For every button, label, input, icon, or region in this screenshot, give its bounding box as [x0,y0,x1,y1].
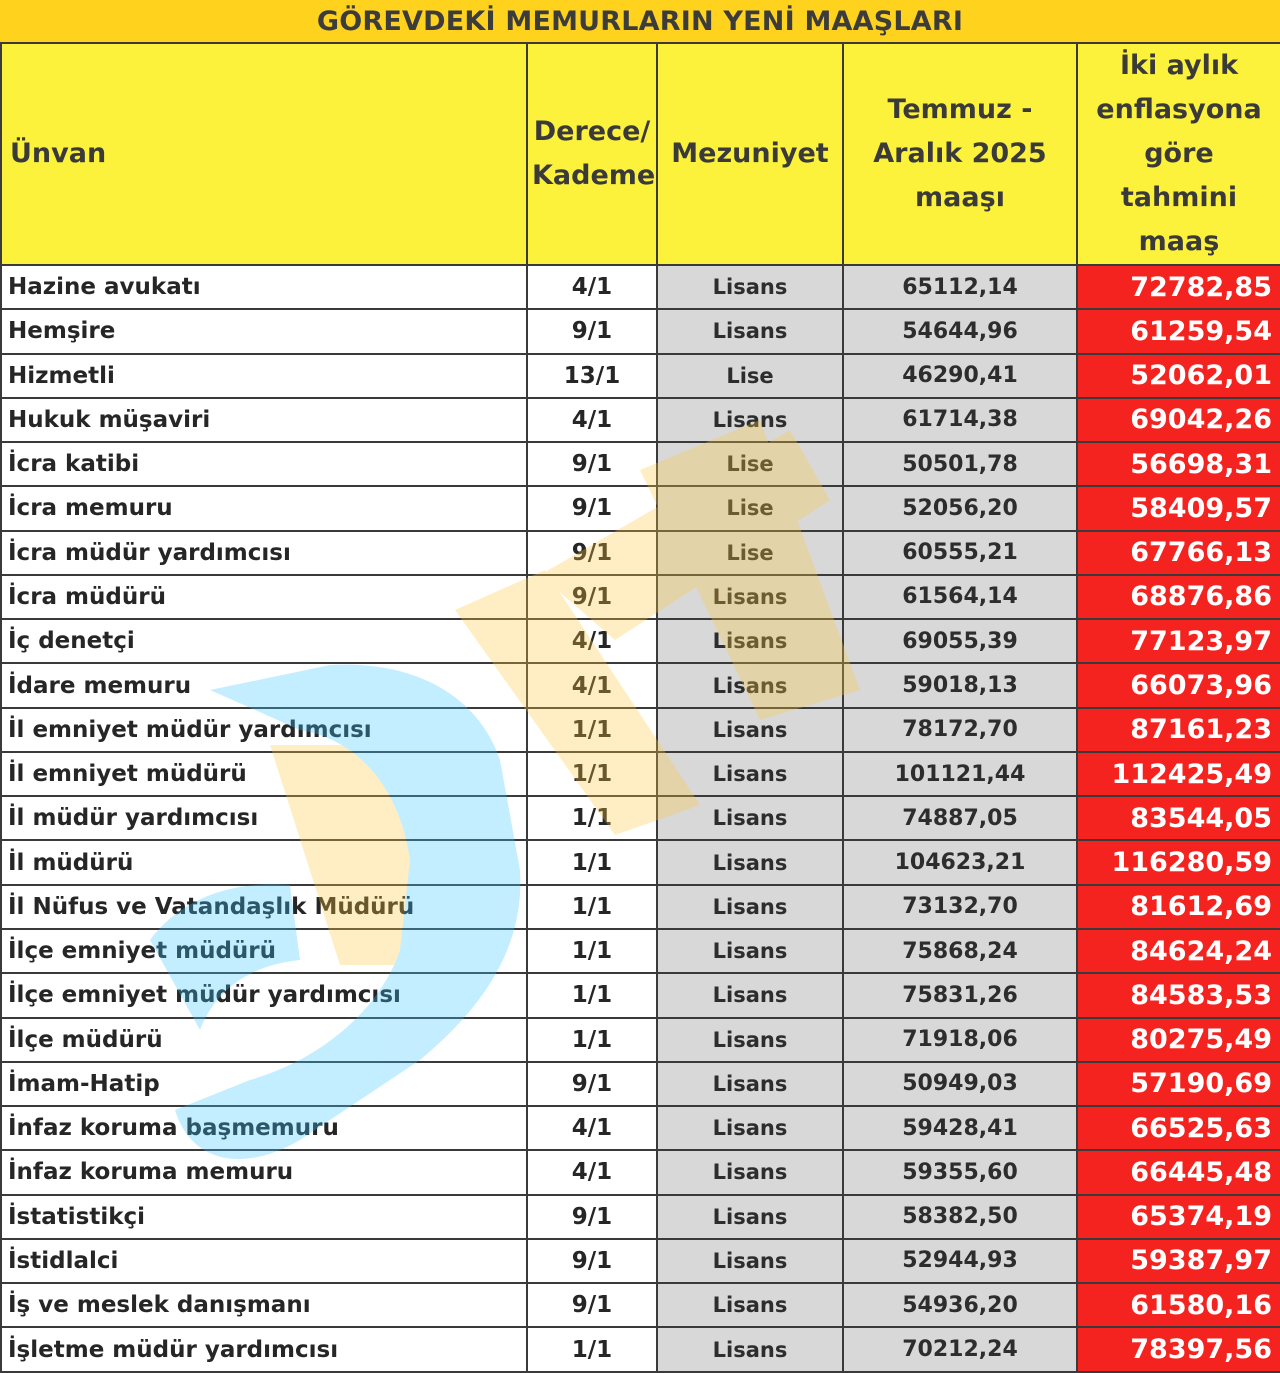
table-row [1,885,1280,929]
table-row [1,1106,1280,1150]
cell-maas: 74887,05 [843,796,1077,840]
cell-unvan: İmam-Hatip [1,1062,527,1106]
table-title: GÖREVDEKİ MEMURLARIN YENİ MAAŞLARI [0,0,1280,44]
table-row [1,354,1280,398]
cell-maas: 50949,03 [843,1062,1077,1106]
cell-mezuniyet: Lisans [657,1150,843,1194]
table-row [1,1327,1280,1371]
cell-tahmini-maas: 52062,01 [1077,354,1280,398]
cell-derece: 4/1 [527,1106,657,1150]
cell-tahmini-maas: 69042,26 [1077,398,1280,442]
table-row [1,531,1280,575]
table-row [1,265,1280,309]
cell-unvan: İcra katibi [1,442,527,486]
cell-maas: 59018,13 [843,663,1077,707]
cell-tahmini-maas: 78397,56 [1077,1327,1280,1371]
cell-unvan: İlçe emniyet müdürü [1,929,527,973]
cell-mezuniyet: Lisans [657,1195,843,1239]
cell-derece: 1/1 [527,1018,657,1062]
cell-maas: 52944,93 [843,1239,1077,1283]
cell-derece: 1/1 [527,885,657,929]
column-header-derece [527,44,657,265]
table-row [1,619,1280,663]
cell-tahmini-maas: 83544,05 [1077,796,1280,840]
cell-tahmini-maas: 116280,59 [1077,840,1280,884]
cell-derece: 4/1 [527,619,657,663]
cell-unvan: İl müdür yardımcısı [1,796,527,840]
cell-maas: 54936,20 [843,1283,1077,1327]
cell-maas: 50501,78 [843,442,1077,486]
cell-derece: 1/1 [527,973,657,1017]
cell-derece: 1/1 [527,929,657,973]
column-header-mezuniyet-label: Mezuniyet [671,138,829,169]
cell-unvan: İl Nüfus ve Vatandaşlık Müdürü [1,885,527,929]
column-header-maas-line3: maaşı [915,182,1005,213]
cell-tahmini-maas: 66445,48 [1077,1150,1280,1194]
cell-maas: 60555,21 [843,531,1077,575]
table-row [1,398,1280,442]
column-header-maas-line1: Temmuz - [887,94,1033,125]
cell-unvan: İdare memuru [1,663,527,707]
cell-unvan: İl emniyet müdür yardımcısı [1,708,527,752]
cell-maas: 59355,60 [843,1150,1077,1194]
table-row [1,1018,1280,1062]
cell-mezuniyet: Lisans [657,708,843,752]
table-row [1,663,1280,707]
cell-maas: 104623,21 [843,840,1077,884]
cell-tahmini-maas: 67766,13 [1077,531,1280,575]
column-header-unvan-label: Ünvan [10,138,107,169]
cell-tahmini-maas: 81612,69 [1077,885,1280,929]
table-row [1,929,1280,973]
cell-mezuniyet: Lisans [657,398,843,442]
cell-unvan: İcra müdür yardımcısı [1,531,527,575]
cell-mezuniyet: Lisans [657,1062,843,1106]
cell-tahmini-maas: 59387,97 [1077,1239,1280,1283]
cell-unvan: İcra memuru [1,486,527,530]
cell-tahmini-maas: 66073,96 [1077,663,1280,707]
cell-maas: 54644,96 [843,309,1077,353]
cell-maas: 46290,41 [843,354,1077,398]
cell-mezuniyet: Lisans [657,1018,843,1062]
cell-unvan: İcra müdürü [1,575,527,619]
cell-maas: 73132,70 [843,885,1077,929]
table-row [1,1062,1280,1106]
cell-maas: 75868,24 [843,929,1077,973]
cell-maas: 61564,14 [843,575,1077,619]
cell-maas: 65112,14 [843,265,1077,309]
cell-mezuniyet: Lisans [657,1239,843,1283]
cell-unvan: İnfaz koruma memuru [1,1150,527,1194]
table-row [1,752,1280,796]
column-header-tahmin-line3: göre tahmini [1120,138,1238,213]
column-header-tahmin-line1: İki aylık [1119,50,1239,81]
cell-unvan: İl emniyet müdürü [1,752,527,796]
cell-tahmini-maas: 66525,63 [1077,1106,1280,1150]
cell-mezuniyet: Lisans [657,840,843,884]
cell-tahmini-maas: 77123,97 [1077,619,1280,663]
cell-mezuniyet: Lise [657,531,843,575]
cell-derece: 4/1 [527,398,657,442]
cell-tahmini-maas: 84624,24 [1077,929,1280,973]
cell-mezuniyet: Lise [657,486,843,530]
cell-maas: 52056,20 [843,486,1077,530]
cell-derece: 9/1 [527,1062,657,1106]
cell-derece: 9/1 [527,1283,657,1327]
cell-derece: 13/1 [527,354,657,398]
column-header-mezuniyet [657,44,843,265]
cell-maas: 59428,41 [843,1106,1077,1150]
cell-unvan: Hukuk müşaviri [1,398,527,442]
column-header-derece-line1: Derece/ [533,116,651,147]
cell-derece: 1/1 [527,752,657,796]
cell-derece: 4/1 [527,1150,657,1194]
cell-maas: 101121,44 [843,752,1077,796]
table-row [1,486,1280,530]
cell-tahmini-maas: 56698,31 [1077,442,1280,486]
cell-mezuniyet: Lisans [657,265,843,309]
cell-unvan: Hemşire [1,309,527,353]
cell-derece: 9/1 [527,575,657,619]
cell-mezuniyet: Lisans [657,575,843,619]
column-header-derece-line2: Kademe [532,160,656,191]
cell-mezuniyet: Lisans [657,309,843,353]
cell-unvan: Hazine avukatı [1,265,527,309]
cell-tahmini-maas: 80275,49 [1077,1018,1280,1062]
cell-mezuniyet: Lisans [657,1283,843,1327]
table-row [1,442,1280,486]
cell-mezuniyet: Lisans [657,619,843,663]
cell-unvan: İstatistikçi [1,1195,527,1239]
cell-derece: 4/1 [527,663,657,707]
cell-tahmini-maas: 68876,86 [1077,575,1280,619]
cell-mezuniyet: Lise [657,354,843,398]
column-header-unvan [1,44,527,265]
cell-unvan: İş ve meslek danışmanı [1,1283,527,1327]
table-row [1,973,1280,1017]
cell-unvan: İl müdürü [1,840,527,884]
cell-derece: 9/1 [527,442,657,486]
cell-mezuniyet: Lisans [657,1327,843,1371]
cell-maas: 78172,70 [843,708,1077,752]
table-row [1,1239,1280,1283]
cell-mezuniyet: Lisans [657,973,843,1017]
cell-derece: 9/1 [527,531,657,575]
cell-mezuniyet: Lisans [657,1106,843,1150]
table-row [1,1150,1280,1194]
cell-tahmini-maas: 112425,49 [1077,752,1280,796]
cell-derece: 1/1 [527,1327,657,1371]
table-row [1,1195,1280,1239]
cell-maas: 70212,24 [843,1327,1077,1371]
cell-mezuniyet: Lisans [657,663,843,707]
cell-derece: 9/1 [527,1239,657,1283]
column-header-tahmin [1077,44,1280,265]
column-header-maas-line2: Aralık 2025 [873,138,1047,169]
cell-mezuniyet: Lise [657,442,843,486]
column-header-tahmin-line4: maaş [1138,226,1220,257]
cell-maas: 75831,26 [843,973,1077,1017]
table-row [1,575,1280,619]
cell-derece: 9/1 [527,1195,657,1239]
cell-tahmini-maas: 61259,54 [1077,309,1280,353]
column-header-tahmin-line2: enflasyona [1096,94,1262,125]
cell-derece: 9/1 [527,309,657,353]
table-row [1,1283,1280,1327]
cell-tahmini-maas: 61580,16 [1077,1283,1280,1327]
cell-mezuniyet: Lisans [657,796,843,840]
table-row [1,840,1280,884]
salary-table [0,44,1280,1373]
cell-unvan: İç denetçi [1,619,527,663]
column-header-maas [843,44,1077,265]
cell-derece: 4/1 [527,265,657,309]
cell-unvan: Hizmetli [1,354,527,398]
cell-mezuniyet: Lisans [657,885,843,929]
cell-unvan: İlçe müdürü [1,1018,527,1062]
cell-maas: 69055,39 [843,619,1077,663]
cell-tahmini-maas: 84583,53 [1077,973,1280,1017]
cell-derece: 1/1 [527,796,657,840]
cell-mezuniyet: Lisans [657,752,843,796]
cell-derece: 1/1 [527,708,657,752]
cell-unvan: İlçe emniyet müdür yardımcısı [1,973,527,1017]
header-row [1,44,1280,265]
cell-tahmini-maas: 57190,69 [1077,1062,1280,1106]
table-row [1,708,1280,752]
table-row [1,796,1280,840]
cell-unvan: İstidlalci [1,1239,527,1283]
cell-tahmini-maas: 65374,19 [1077,1195,1280,1239]
cell-mezuniyet: Lisans [657,929,843,973]
cell-tahmini-maas: 58409,57 [1077,486,1280,530]
cell-maas: 71918,06 [843,1018,1077,1062]
cell-maas: 61714,38 [843,398,1077,442]
cell-unvan: İnfaz koruma başmemuru [1,1106,527,1150]
cell-derece: 9/1 [527,486,657,530]
cell-tahmini-maas: 72782,85 [1077,265,1280,309]
cell-maas: 58382,50 [843,1195,1077,1239]
cell-tahmini-maas: 87161,23 [1077,708,1280,752]
table-row [1,309,1280,353]
cell-unvan: İşletme müdür yardımcısı [1,1327,527,1371]
cell-derece: 1/1 [527,840,657,884]
